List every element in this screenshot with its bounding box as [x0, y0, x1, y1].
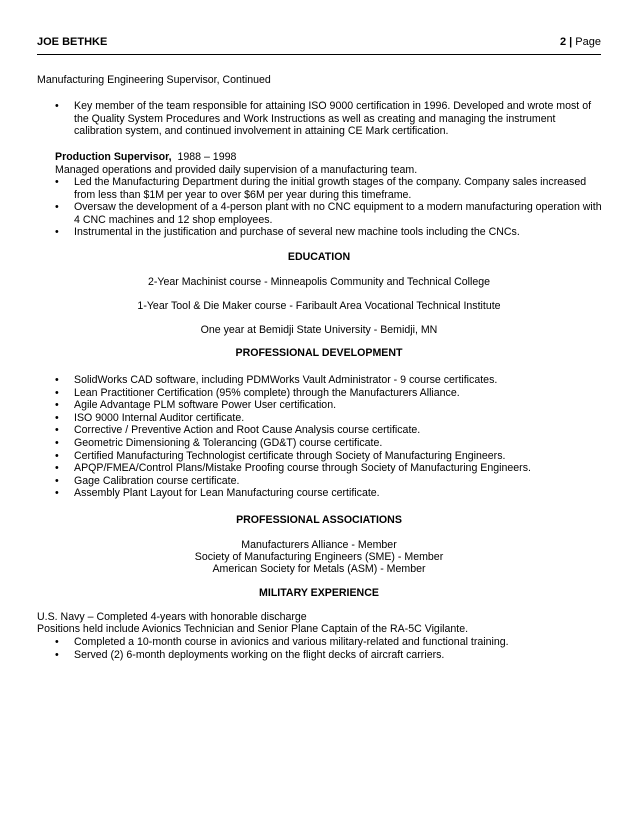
list-item: • Instrumental in the justification and purchase of several new machine tools including the CNCs.	[55, 226, 520, 239]
education-item: One year at Bemidji State University - Bemidji, MN	[200, 324, 438, 336]
header-name: JOE BETHKE	[37, 36, 108, 48]
military-heading: MILITARY EXPERIENCE	[259, 587, 379, 599]
development-bullet-list	[55, 374, 603, 500]
continued-bullet-list	[55, 100, 603, 138]
page-separator: |	[569, 36, 573, 48]
association-item: Society of Manufacturing Engineers (SME) - Member	[194, 551, 444, 563]
list-item: • Oversaw the development of a 4-person plant with no CNC equipment to a modern manufacturing operation with 4 CNC machines and 12 shop employees.	[55, 201, 602, 226]
page-header	[37, 36, 601, 54]
list-item: • Geometric Dimensioning & Tolerancing (GD&T) course certificate.	[55, 436, 383, 449]
list-item: • Served (2) 6-month deployments working on the flight decks of aircraft carriers.	[55, 648, 445, 661]
page-number: 2	[559, 36, 567, 48]
page-label: Page	[575, 36, 601, 48]
bullet-icon: •	[55, 436, 59, 449]
education-item: 2-Year Machinist course - Minneapolis Community and Technical College	[147, 276, 491, 288]
list-item: • Agile Advantage PLM software Power User certification.	[55, 399, 337, 412]
bullet-icon: •	[55, 474, 59, 487]
list-item: • Completed a 10-month course in avionics and various military-related and functional training.	[55, 636, 509, 648]
bullet-icon: •	[55, 648, 59, 661]
bullet-icon: •	[55, 449, 59, 462]
associations-heading: PROFESSIONAL ASSOCIATIONS	[236, 514, 402, 526]
list-item: • Led the Manufacturing Department during the initial growth stages of the company. Company sales increased from less than $1M per year to over $6M per year during this timeframe.	[55, 176, 587, 201]
bullet-icon: •	[55, 386, 59, 399]
production-dates: 1988 – 1998	[177, 151, 237, 163]
production-bullet-list	[55, 176, 603, 239]
bullet-icon: •	[55, 100, 59, 112]
production-title: Production Supervisor,	[55, 151, 172, 163]
association-item: Manufacturers Alliance - Member	[241, 539, 397, 551]
production-summary: Managed operations and provided daily supervision of a manufacturing team.	[55, 164, 418, 176]
list-item: • Assembly Plant Layout for Lean Manufacturing course certificate.	[55, 487, 380, 500]
bullet-icon: •	[55, 374, 59, 386]
list-item: • APQP/FMEA/Control Plans/Mistake Proofing course through Society of Manufacturing Engineers.	[55, 462, 531, 475]
association-item: American Society for Metals (ASM) - Member	[212, 563, 426, 575]
military-bullet-list	[55, 636, 603, 661]
bullet-icon: •	[55, 487, 59, 500]
bullet-icon: •	[55, 399, 59, 412]
bullet-icon: •	[55, 462, 59, 475]
bullet-icon: •	[55, 424, 59, 437]
military-service-line: U.S. Navy – Completed 4-years with honorable discharge	[37, 611, 307, 623]
header-rule	[37, 54, 601, 55]
list-item: • ISO 9000 Internal Auditor certificate.	[55, 411, 245, 424]
list-item: • Corrective / Preventive Action and Root Cause Analysis course certificate.	[55, 424, 421, 437]
education-heading: EDUCATION	[287, 251, 351, 263]
development-heading: PROFESSIONAL DEVELOPMENT	[235, 347, 403, 359]
list-item: • Gage Calibration course certificate.	[55, 474, 240, 487]
bullet-icon: •	[55, 201, 59, 214]
list-item: • Key member of the team responsible for attaining ISO 9000 certification in 1996. Developed and wrote most of the Quality System Procedures and Work Instructions as well as creating and managing the instrument calibration system, and continued involvement in attaining CE Mark certification.	[55, 100, 592, 138]
continued-title: Manufacturing Engineering Supervisor, Continued	[37, 74, 271, 86]
list-item: • Certified Manufacturing Technologist certificate through Society of Manufacturing Engineers.	[55, 449, 506, 462]
bullet-icon: •	[55, 411, 59, 424]
list-item: • Lean Practitioner Certification (95% complete) through the Manufacturers Alliance.	[55, 386, 460, 399]
bullet-icon: •	[55, 636, 59, 648]
military-positions-line: Positions held include Avionics Technician and Senior Plane Captain of the RA-5C Vigilante.	[37, 623, 469, 635]
header-page-number	[560, 36, 601, 48]
bullet-icon: •	[55, 226, 59, 239]
education-item: 1-Year Tool & Die Maker course - Faribault Area Vocational Technical Institute	[137, 300, 501, 312]
list-item: • SolidWorks CAD software, including PDMWorks Vault Administrator - 9 course certificates.	[55, 374, 498, 386]
bullet-icon: •	[55, 176, 59, 188]
production-title-line	[55, 151, 236, 164]
